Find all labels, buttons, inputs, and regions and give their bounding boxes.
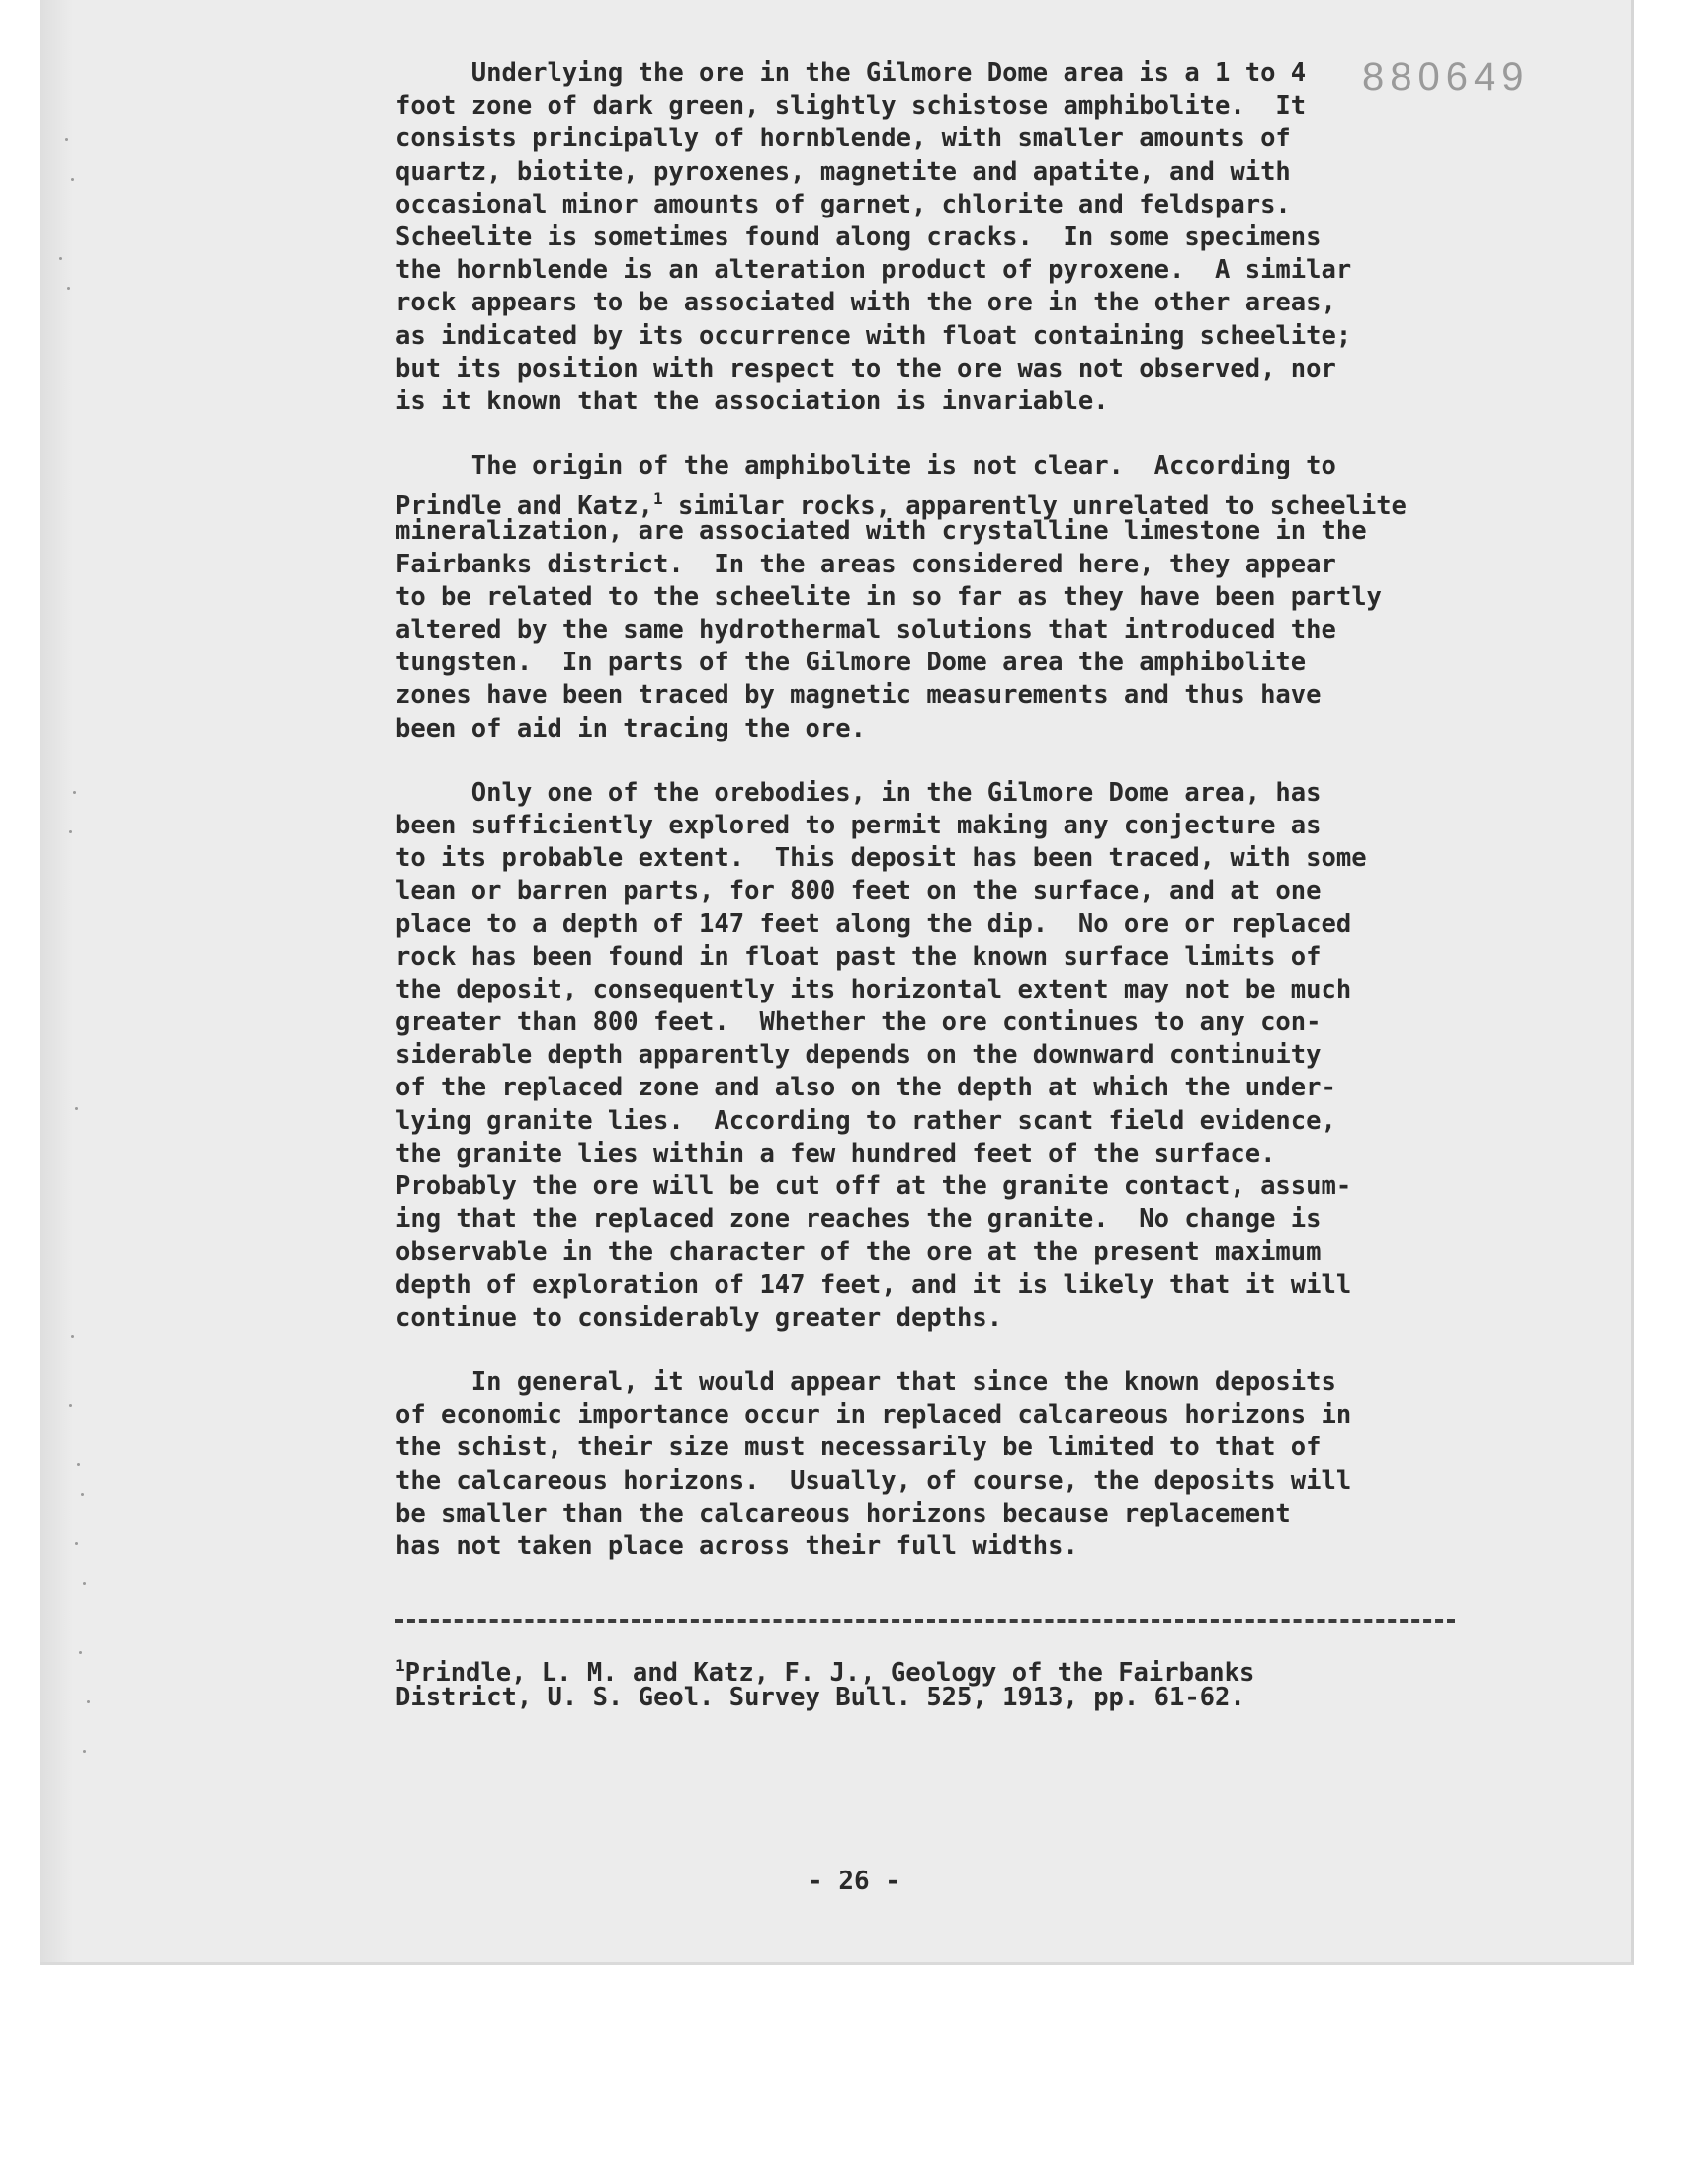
text-line: the calcareous horizons. Usually, of course, the deposits will bbox=[395, 1465, 1352, 1496]
text-line: Only one of the orebodies, in the Gilmore Dome area, has bbox=[395, 777, 1322, 808]
text-line: as indicated by its occurrence with float containing scheelite; bbox=[395, 320, 1352, 351]
text-line: Probably the ore will be cut off at the granite contact, assum- bbox=[395, 1172, 1352, 1201]
text-line: lying granite lies. According to rather scant field evidence, bbox=[395, 1105, 1336, 1136]
paragraph-1 bbox=[395, 57, 1552, 418]
text-line: been sufficiently explored to permit making any conjecture as bbox=[395, 810, 1322, 840]
text-line: Scheelite is sometimes found along cracks. In some specimens bbox=[395, 221, 1322, 252]
text-line: The origin of the amphibolite is not clear. According to bbox=[395, 451, 1336, 481]
text-line: place to a depth of 147 feet along the dip. No ore or replaced bbox=[395, 909, 1352, 939]
text-line: occasional minor amounts of garnet, chlorite and feldspars. bbox=[395, 189, 1291, 219]
text-line: the schist, their size must necessarily be limited to that of bbox=[395, 1433, 1322, 1463]
footnote-line bbox=[395, 1649, 1552, 1688]
text-fragment: similar rocks, apparently unrelated to scheelite bbox=[662, 491, 1407, 522]
text-line: lean or barren parts, for 800 feet on the surface, and at one bbox=[395, 876, 1322, 907]
text-line: to be related to the scheelite in so far as they have been partly bbox=[395, 581, 1382, 612]
text-line: quartz, biotite, pyroxenes, magnetite and apatite, and with bbox=[395, 156, 1291, 187]
text-line: rock has been found in float past the known surface limits of bbox=[395, 941, 1322, 972]
text-line-with-footnote-ref bbox=[395, 482, 1552, 522]
text-line: observable in the character of the ore at the present maximum bbox=[395, 1237, 1322, 1267]
text-line: ing that the replaced zone reaches the granite. No change is bbox=[395, 1204, 1322, 1235]
footnote-text: Prindle, L. M. and Katz, F. J., Geology of the Fairbanks bbox=[404, 1658, 1255, 1688]
document-stamp-number: 880649 bbox=[1362, 55, 1530, 99]
text-line: of the replaced zone and also on the depth at which the under- bbox=[395, 1073, 1336, 1103]
paragraph-2 bbox=[395, 450, 1552, 745]
text-line: the granite lies within a few hundred feet of the surface. bbox=[395, 1138, 1276, 1169]
text-line: In general, it would appear that since the known deposits bbox=[395, 1366, 1336, 1397]
text-line: continue to considerably greater depths. bbox=[395, 1302, 1003, 1333]
footnote bbox=[395, 1649, 1552, 1714]
text-line: is it known that the association is invariable. bbox=[395, 386, 1109, 416]
paragraph-3 bbox=[395, 777, 1552, 1335]
body-text bbox=[395, 57, 1552, 1563]
text-line: Fairbanks district. In the areas considered here, they appear bbox=[395, 549, 1336, 579]
text-line: the hornblende is an alteration product of pyroxene. A similar bbox=[395, 255, 1352, 286]
page-edge-shadow bbox=[40, 0, 73, 1962]
text-fragment: Prindle and Katz, bbox=[395, 491, 653, 522]
paragraph-gap bbox=[395, 418, 1552, 450]
text-line: rock appears to be associated with the ore in the other areas, bbox=[395, 288, 1336, 318]
text-line: the deposit, consequently its horizontal extent may not be much bbox=[395, 974, 1352, 1004]
text-line: foot zone of dark green, slightly schistose amphibolite. It bbox=[395, 91, 1307, 122]
footnote-mark: 1 bbox=[395, 1656, 405, 1675]
text-line: greater than 800 feet. Whether the ore continues to any con- bbox=[395, 1007, 1322, 1038]
footnote-line: District, U. S. Geol. Survey Bull. 525, 1913, pp. 61-62. bbox=[395, 1683, 1245, 1713]
text-line: be smaller than the calcareous horizons because replacement bbox=[395, 1498, 1291, 1528]
text-line: altered by the same hydrothermal solutions that introduced the bbox=[395, 615, 1336, 645]
text-line: been of aid in tracing the ore. bbox=[395, 713, 866, 743]
text-line: consists principally of hornblende, with smaller amounts of bbox=[395, 124, 1291, 154]
paragraph-4 bbox=[395, 1366, 1552, 1563]
paragraph-gap bbox=[395, 1335, 1552, 1366]
text-line: mineralization, are associated with crystalline limestone in the bbox=[395, 516, 1367, 547]
page-number: - 26 - bbox=[808, 1867, 900, 1896]
text-line: of economic importance occur in replaced calcareous horizons in bbox=[395, 1400, 1352, 1431]
footnote-divider bbox=[395, 1619, 1455, 1623]
paragraph-gap bbox=[395, 745, 1552, 777]
text-line: to its probable extent. This deposit has been traced, with some bbox=[395, 843, 1367, 874]
text-line: depth of exploration of 147 feet, and it is likely that it will bbox=[395, 1269, 1352, 1300]
text-line: but its position with respect to the ore was not observed, nor bbox=[395, 353, 1336, 384]
text-line: siderable depth apparently depends on the downward continuity bbox=[395, 1040, 1322, 1071]
footnote-reference: 1 bbox=[653, 489, 663, 509]
text-line: tungsten. In parts of the Gilmore Dome area the amphibolite bbox=[395, 648, 1307, 678]
text-line: has not taken place across their full widths. bbox=[395, 1530, 1078, 1561]
text-line: Underlying the ore in the Gilmore Dome area is a 1 to 4 bbox=[395, 58, 1307, 88]
text-line: zones have been traced by magnetic measurements and thus have bbox=[395, 680, 1322, 711]
